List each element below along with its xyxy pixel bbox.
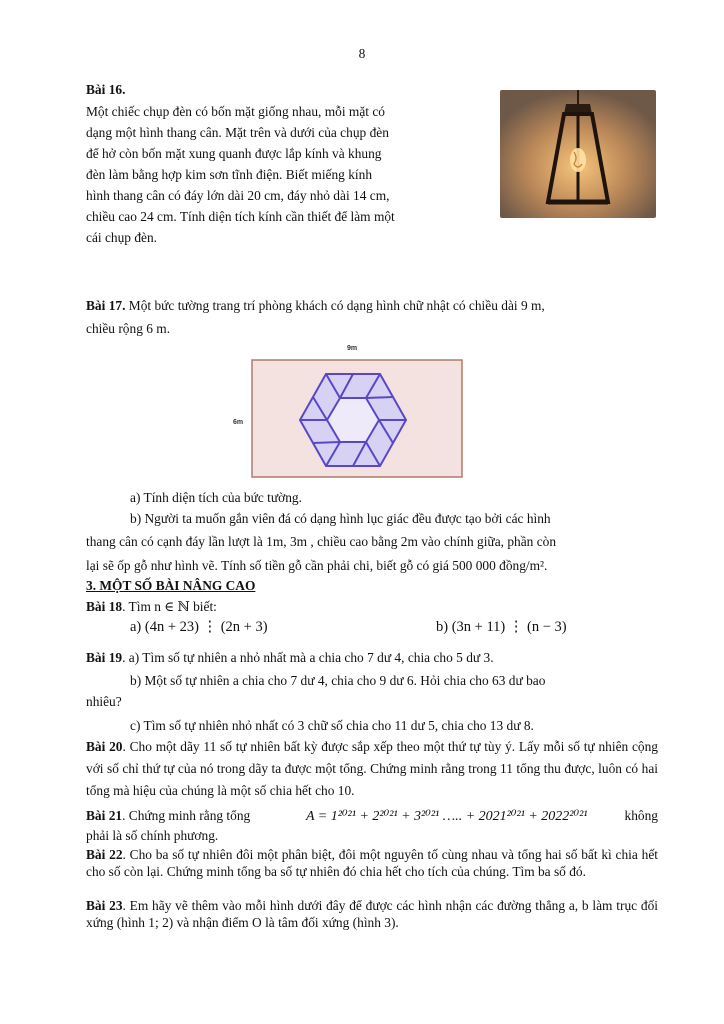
exercise-18-title: Bài 18 <box>86 598 123 614</box>
exercise-17 <box>86 296 658 340</box>
exercise-21-text: không <box>624 808 658 823</box>
wall-length-label: 9m <box>346 345 358 352</box>
section-3 <box>86 576 658 618</box>
exercise-16-line: chiều cao 24 cm. Tính diện tích kính cần thiết để làm một <box>86 208 395 224</box>
exercise-22-title: Bài 22 <box>86 847 123 862</box>
exercise-18-b: b) (3n + 11) ⋮ (n − 3) <box>436 619 567 635</box>
exercise-21-text: phải là số chính phương. <box>86 828 219 843</box>
exercise-16-line: đèn làm bằng hợp kim sơn tĩnh điện. Biết miếng kính <box>86 166 373 182</box>
exercise-20-title: Bài 20 <box>86 739 123 754</box>
exercise-16-line: để hở còn bốn mặt xung quanh được lắp kính và khung <box>86 145 382 161</box>
exercise-17-text: Một bức tường trang trí phòng khách có dạng hình chữ nhật có chiều dài 9 m, <box>125 298 545 313</box>
exercise-23-title: Bài 23 <box>86 898 123 913</box>
exercise-22-text: . Cho ba số tự nhiên đôi một phân biệt, đôi một nguyên tố cùng nhau và tổng hai số bất kì chia hết cho số còn lại. Chứng minh tổng ba số tự nhiên đó chia hết cho tích của chúng. Tìm ba số đó. <box>86 847 658 879</box>
exercise-16-line: cái chụp đèn. <box>86 229 158 245</box>
exercise-17-text: chiều rộng 6 m. <box>86 320 171 336</box>
pendant-lamp-icon <box>500 90 656 218</box>
exercise-19-c: c) Tìm số tự nhiên nhỏ nhất có 3 chữ số chia cho 11 dư 5, chia cho 13 dư 8. <box>130 718 534 734</box>
exercise-19-title: Bài 19 <box>86 650 123 665</box>
exercise-17-part-b: b) Người ta muốn gắn viên đá có dạng hình lục giác đều được tạo bởi các hình <box>130 510 551 526</box>
exercise-16-line: Một chiếc chụp đèn có bốn mặt giống nhau, mỗi mặt có <box>86 103 385 119</box>
exercise-18-text: . Tìm n ∈ ℕ biết: <box>122 598 217 614</box>
exercise-17-part-a: a) Tính diện tích của bức tường. <box>130 490 302 505</box>
exercise-21-text: . Chứng minh rằng tổng <box>122 808 251 823</box>
wall-width-label: 6m <box>232 419 244 426</box>
exercise-18-items <box>130 616 650 638</box>
exercise-22 <box>86 846 658 880</box>
exercise-20 <box>86 736 658 802</box>
exercise-19 <box>86 648 658 737</box>
exercise-17-title: Bài 17. <box>86 298 126 313</box>
exercise-17-part-b: thang cân có cạnh đáy lần lượt là 1m, 3m , chiều cao bằng 2m vào chính giữa, phần còn <box>86 533 557 549</box>
exercise-23-text: . Em hãy vẽ thêm vào mỗi hình dưới đây để được các hình nhận các đường thẳng a, b làm trục đối xứng (hình 1; 2) và nhận điểm O là tâm đối xứng (hình 3). <box>86 898 658 930</box>
exercise-16-line: dạng một hình thang cân. Mặt trên và dưới của chụp đèn <box>86 124 389 140</box>
exercise-19-b: nhiêu? <box>86 693 122 709</box>
exercise-21-formula: A = 1²⁰²¹ + 2²⁰²¹ + 3²⁰²¹ ….. + 2021²⁰²¹ + 2022²⁰²¹ <box>306 809 588 824</box>
exercise-19-a: . a) Tìm số tự nhiên a nhỏ nhất mà a chia cho 7 dư 4, chia cho 5 dư 3. <box>122 650 494 665</box>
exercise-18-a: a) (4n + 23) ⋮ (2n + 3) <box>130 619 268 635</box>
exercise-20-text: . Cho một dãy 11 số tự nhiên bất kỳ được sắp xếp theo một thứ tự tùy ý. Lấy mỗi số tự nhiên cộng với số chỉ thứ tự của nó trong dãy ta được một tổng. Chứng minh rằng trong 11 tổng thu được, luôn có hai tổng mà hiệu của chúng là một số chia hết cho 10. <box>86 739 658 798</box>
section-heading: 3. MỘT SỐ BÀI NÂNG CAO <box>86 578 256 593</box>
exercise-23 <box>86 897 658 931</box>
exercise-21 <box>86 806 658 844</box>
exercise-16-title: Bài 16. <box>86 82 126 97</box>
exercise-19-b: b) Một số tự nhiên a chia cho 7 dư 4, chia cho 9 dư 6. Hỏi chia cho 63 dư bao <box>130 672 546 688</box>
exercise-21-title: Bài 21 <box>86 808 123 823</box>
exercise-17-parts <box>86 488 658 577</box>
page-number: 8 <box>358 46 366 61</box>
wall-figure <box>222 340 482 480</box>
exercise-16-line: hình thang cân có đáy lớn dài 20 cm, đáy nhỏ dài 14 cm, <box>86 187 390 203</box>
exercise-17-part-b: lại sẽ ốp gỗ như hình vẽ. Tính số tiền gỗ cần phải chi, biết gỗ có giá 500 000 đồng/m². <box>86 558 548 574</box>
exercise-16 <box>86 80 466 248</box>
